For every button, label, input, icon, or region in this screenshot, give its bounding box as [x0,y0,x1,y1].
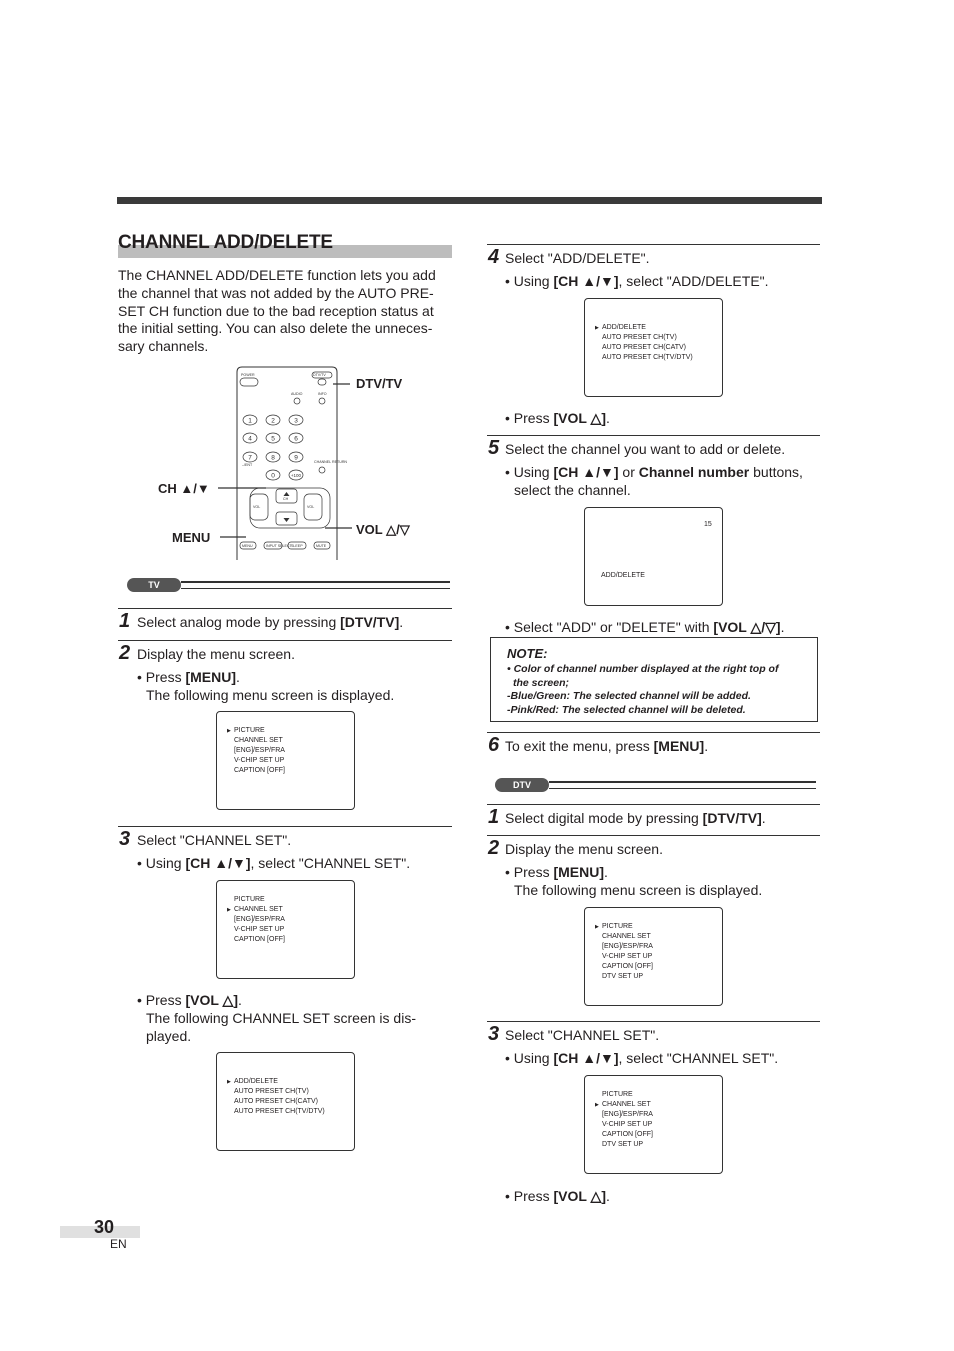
intro-paragraph: The CHANNEL ADD/DELETE function lets you add the channel that was not added by the AUTO PRE-SET CH function due to the bad reception status at the initial setting. You can also delete the unneces-sary channels. [118,267,436,355]
svg-text:5: 5 [271,435,275,443]
step4-number: 4 [488,246,500,268]
svg-text:–/ENT: –/ENT [242,463,253,467]
svg-text:+100: +100 [290,473,302,478]
tv-press-vol: • Press [VOL △]. [137,992,242,1008]
step4-press-vol: • Press [VOL △]. [505,410,610,426]
dtv-step2-number: 2 [488,837,500,859]
dtv-tag-rule [549,781,816,789]
dtv-step1-number: 1 [488,806,500,828]
svg-text:SLEEP: SLEEP [291,544,303,548]
callout-lines [180,370,360,550]
dtv-step3-number: 3 [488,1023,500,1045]
svg-text:INFO: INFO [318,392,327,396]
tv-step2-follow: The following menu screen is displayed. [146,687,395,703]
svg-text:7: 7 [248,454,252,462]
note-box: NOTE: • Color of channel number displayed at the right top of the screen; -Blue/Green: The selected channel will be added. -Pink/Red: The selected channel will be deleted. [490,637,818,722]
svg-text:3: 3 [294,417,298,425]
svg-text:4: 4 [248,435,252,443]
dtv-menu-screen-1: ▶ PICTURE CHANNEL SET [ENG]/ESP/FRA V-CHIP SET UP CAPTION [OFF] DTV SET UP [584,907,723,1006]
tv-step2-text: Display the menu screen. [137,646,295,662]
svg-text:CHANNEL RETURN: CHANNEL RETURN [314,460,348,464]
callout-dtvtv: DTV/TV [356,376,403,391]
dtv-step3-using: • Using [CH ▲/▼], select "CHANNEL SET". [505,1050,779,1066]
tv-tag-rule [181,581,450,589]
svg-text:9: 9 [294,454,298,462]
tv-step1-number: 1 [119,610,131,632]
svg-text:DTV/TV: DTV/TV [313,373,326,377]
svg-text:MENU: MENU [242,544,253,548]
svg-text:AUDIO: AUDIO [291,392,303,396]
step6-text: To exit the menu, press [MENU]. [505,738,709,754]
dtv-step3-text: Select "CHANNEL SET". [505,1027,660,1043]
tv-step2-press: • Press [MENU]. [137,669,240,685]
page-number: 30 EN [60,1217,150,1257]
tv-step3-text: Select "CHANNEL SET". [137,832,292,848]
svg-text:0: 0 [271,472,275,480]
callout-vol: VOL △/▽ [356,522,410,537]
tv-channel-set-screen: ▶ ADD/DELETE AUTO PRESET CH(TV) AUTO PRESET CH(CATV) AUTO PRESET CH(TV/DTV) [216,1052,355,1151]
tv-step2-number: 2 [119,642,131,664]
add-delete-menu-screen: ▶ ADD/DELETE AUTO PRESET CH(TV) AUTO PRESET CH(CATV) AUTO PRESET CH(TV/DTV) [584,298,723,397]
channel-number: 15 [704,521,712,528]
svg-text:POWER: POWER [241,373,255,377]
tv-step1-text: Select analog mode by pressing [DTV/TV]. [137,614,404,630]
svg-text:1: 1 [248,417,252,425]
tv-tag: TV [127,578,181,592]
dtv-menu-screen-2: PICTURE ▶ CHANNEL SET [ENG]/ESP/FRA V-CHIP SET UP CAPTION [OFF] DTV SET UP [584,1075,723,1174]
callout-ch: CH ▲/▼ [158,481,210,496]
svg-text:CH: CH [283,497,289,501]
header-rule [117,197,822,204]
tv-step3-using: • Using [CH ▲/▼], select "CHANNEL SET". [137,855,411,871]
dtv-step2-text: Display the menu screen. [505,841,663,857]
dtv-tag: DTV [495,778,549,792]
svg-text:MUTE: MUTE [316,544,327,548]
dtv-step1-text: Select digital mode by pressing [DTV/TV]. [505,810,766,826]
svg-text:VOL: VOL [253,505,261,509]
callout-menu: MENU [172,530,211,545]
step4-using: • Using [CH ▲/▼], select "ADD/DELETE". [505,273,769,289]
step5-number: 5 [488,437,500,459]
tv-menu-screen-1: ▶ PICTURE CHANNEL SET [ENG]/ESP/FRA V-CHIP SET UP CAPTION [OFF] [216,711,355,810]
svg-text:VOL: VOL [307,505,315,509]
step4-text: Select "ADD/DELETE". [505,250,650,266]
tv-step3-number: 3 [119,828,131,850]
svg-text:8: 8 [271,454,275,462]
tv-menu-screen-2: PICTURE ▶ CHANNEL SET [ENG]/ESP/FRA V-CHIP SET UP CAPTION [OFF] [216,880,355,979]
svg-text:6: 6 [294,435,298,443]
dtv-step2-press: • Press [MENU]. [505,864,608,880]
section-title: CHANNEL ADD/DELETE [118,232,452,258]
svg-text:2: 2 [271,417,275,425]
add-delete-label: ADD/DELETE [601,572,645,579]
step5-using: • Using [CH ▲/▼] or Channel number buttons, [505,464,803,480]
channel-select-screen [584,507,723,606]
step5-text: Select the channel you want to add or delete. [505,441,786,457]
step6-number: 6 [488,734,500,756]
select-add-delete: • Select "ADD" or "DELETE" with [VOL △/▽]. [505,619,785,635]
dtv-press-vol: • Press [VOL △]. [505,1188,610,1204]
svg-text:INPUT SELECT: INPUT SELECT [266,544,292,548]
